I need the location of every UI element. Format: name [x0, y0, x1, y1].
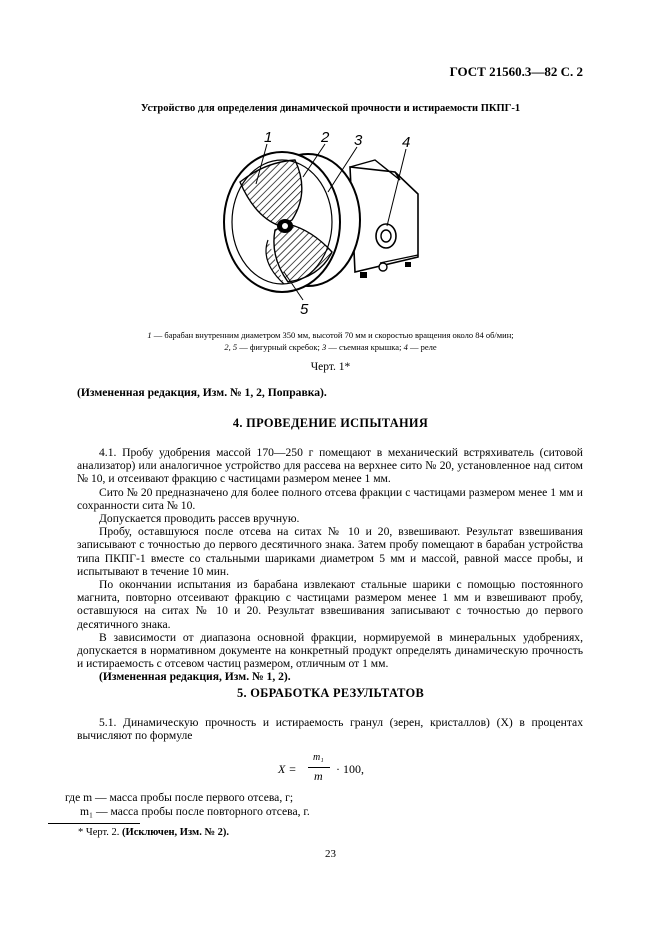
formula: X = m₁ m · 100, — [278, 752, 364, 783]
amendment-note: (Измененная редакция, Изм. № 1, 2, Поправка). — [77, 386, 327, 399]
figure-caption: 1 — барабан внутренним диаметром 350 мм, высотой 70 мм и скоростью вращения около 84 об/мин; 2, 5 — фигурный скребок; 3 — съемная крышка; 4 — реле — [147, 330, 514, 352]
paragraph: 5.1. Динамическую прочность и истираемость гранул (зерен, кристаллов) (X) в процентах вычисляют по формуле — [77, 716, 583, 743]
definition-m1: m₁ — масса пробы после повторного отсева, г. — [80, 805, 310, 818]
callout-1: 1 — [264, 129, 273, 146]
paragraph: 4.1. Пробу удобрения массой 170—250 г помещают в механический встряхиватель (ситовой анализатор) или аналогичное устройство для рассева на верхнее сито № 20, установленное над ситом № 10, и отсеивают фракцию с частицами размером менее 1 мм. — [77, 446, 583, 486]
fraction-bar — [308, 767, 330, 768]
section-4-body — [77, 446, 583, 684]
standard-header: ГОСТ 21560.3—82 С. 2 — [449, 64, 583, 79]
callout-4: 4 — [402, 134, 411, 151]
section-4-heading: 4. ПРОВЕДЕНИЕ ИСПЫТАНИЯ — [232, 416, 429, 430]
callout-5: 5 — [300, 301, 309, 318]
paragraph: По окончании испытания из барабана извлекают стальные шарики с помощью постоянного магнита, повторно отсеивают фракцию с частицами размером менее 1 мм и взвешивают пробу, оставшуюся на ситах № 10 и 20. Результат взвешивания записывают с точностью до первого десятичного знака. — [77, 578, 583, 631]
figure-title: Устройство для определения динамической прочности и истираемости ПКПГ-1 — [140, 103, 521, 114]
paragraph: В зависимости от диапазона основной фракции, нормируемой в минеральных удобрениях, допускается в нормативном документе на конкретный продукт определять динамическую прочность и истираемость с отсевом частиц размером, отличным от 1 мм. — [77, 630, 583, 671]
figure-number: Черт. 1* — [310, 361, 351, 373]
paragraph: Пробу, оставшуюся после отсева на ситах № 10 и 20, взвешивают. Результат взвешивания записывают с точностью до первого десятичного знака. Затем пробу помещают в барабан устройства типа ПКПГ-1 вместе со стальными шариками диаметром 5 мм и массой, равной массе пробы, и испытывают в течение 10 мин. — [77, 525, 583, 578]
footnote-divider — [48, 823, 140, 824]
definition-m: где m — масса пробы после первого отсева, г; — [65, 791, 294, 804]
section-5-heading: 5. ОБРАБОТКА РЕЗУЛЬТАТОВ — [236, 686, 425, 700]
amendment-note: (Измененная редакция, Изм. № 1, 2). — [99, 670, 291, 684]
footnote: * Черт. 2. (Исключен, Изм. № 2). — [78, 827, 229, 838]
page-number: 23 — [325, 848, 336, 860]
paragraph: Сито № 20 предназначено для более полного отсева фракции с частицами размером менее 1 мм и сохранности сита № 10. — [77, 485, 583, 512]
device-drawing — [200, 122, 450, 322]
callout-2: 2 — [321, 129, 330, 146]
callout-3: 3 — [354, 132, 363, 149]
paragraph: Допускается проводить рассев вручную. — [99, 512, 300, 526]
